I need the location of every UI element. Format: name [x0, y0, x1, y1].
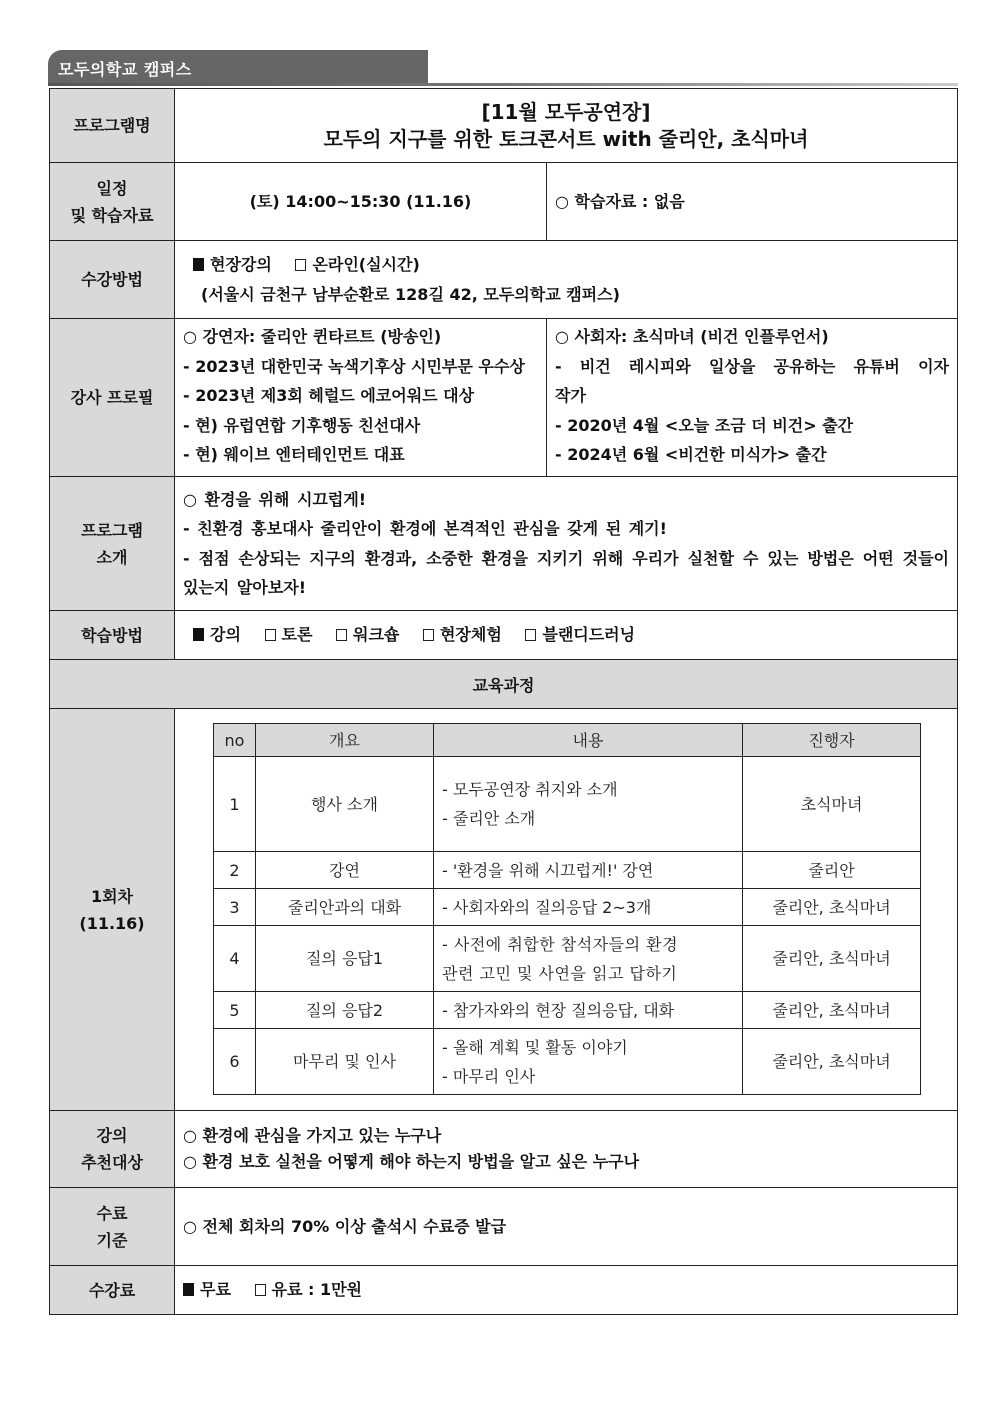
unchecked-square-icon: [295, 259, 306, 271]
checkbox-online[interactable]: [295, 255, 419, 274]
speaker-item: - 2023년 제3회 헤럴드 에코어워드 대상: [183, 386, 475, 405]
program-title: [175, 89, 958, 163]
option-label: 현장체험: [439, 625, 502, 645]
table-row: [214, 757, 921, 852]
checked-square-icon: [183, 1283, 194, 1296]
cell-content: [434, 926, 743, 992]
option-label: 토론: [281, 625, 313, 645]
row-program-name: [50, 89, 958, 163]
intro-line: - 점점 손상되는 지구의 환경과, 소중한 환경을 지키기 위해 우리가 실천할 수 있는 방법은 어떤 것들이 있는지 알아보자!: [183, 548, 949, 597]
label-session: [50, 709, 175, 1111]
content-line: - 마무리 인사: [442, 1066, 536, 1086]
unchecked-square-icon: [265, 629, 276, 641]
col-header-presenter: 진행자: [743, 724, 921, 757]
row-completion: [50, 1188, 958, 1266]
intro-line: ○ 환경을 위해 시끄럽게!: [183, 489, 367, 509]
cell-content: [434, 992, 743, 1029]
row-curriculum-header: [50, 660, 958, 709]
row-session: [50, 709, 958, 1111]
fee-options: [175, 1266, 958, 1315]
label-intro-line2: 소개: [96, 547, 128, 567]
content-line: - 모두공연장 취지와 소개: [442, 780, 618, 799]
curriculum-table-header: [214, 724, 921, 757]
option-label: 현장강의: [210, 255, 272, 274]
checkbox-blended[interactable]: [525, 625, 635, 644]
cell-presenter: 줄리안, 초식마녀: [743, 889, 921, 926]
cell-presenter: 초식마녀: [743, 757, 921, 852]
host-heading: ○ 사회자: 초식마녀 (비건 인플루언서): [555, 327, 829, 346]
option-label: 무료: [200, 1280, 231, 1300]
cell-no: 6: [214, 1029, 256, 1095]
label-target-line2: 추천대상: [81, 1153, 143, 1172]
checkbox-onsite[interactable]: [193, 255, 272, 274]
label-method: 학습방법: [50, 611, 175, 660]
cell-no: 1: [214, 757, 256, 852]
checkbox-discussion[interactable]: [265, 625, 313, 644]
program-info-table: [49, 88, 958, 1315]
checkbox-field-trip[interactable]: [423, 625, 502, 644]
host-item: - 2024년 6월 <비건한 미식가> 출간: [555, 445, 827, 464]
checkbox-free[interactable]: [183, 1280, 231, 1299]
attendance-address: (서울시 금천구 남부순환로 128길 42, 모두의학교 캠퍼스): [201, 284, 620, 304]
label-completion: [50, 1188, 175, 1266]
row-intro: [50, 477, 958, 611]
content-line: - 사전에 취합한 참석자들의 환경: [442, 934, 679, 954]
program-title-line1: [11월 모두공연장]: [481, 99, 651, 124]
content-line: - 사회자와의 질의응답 2~3개: [442, 897, 652, 917]
cell-no: 5: [214, 992, 256, 1029]
table-row: [214, 852, 921, 889]
checkbox-lecture[interactable]: [193, 625, 241, 644]
content-line: - 올해 계획 및 활동 이야기: [442, 1037, 628, 1057]
curriculum-cell: [175, 709, 958, 1111]
cell-presenter: 줄리안, 초식마녀: [743, 1029, 921, 1095]
col-header-summary: 개요: [256, 724, 434, 757]
checked-square-icon: [193, 258, 204, 271]
label-program-name: 프로그램명: [50, 89, 175, 163]
speaker-item: - 2023년 대한민국 녹색기후상 시민부문 우수상: [183, 356, 525, 376]
session-label-line2: (11.16): [79, 913, 145, 933]
completion-text: ○ 전체 회차의 70% 이상 출석시 수료증 발급: [175, 1188, 958, 1266]
intro-line: - 친환경 홍보대사 줄리안이 환경에 본격적인 관심을 갖게 된 계기!: [183, 519, 667, 538]
cell-presenter: 줄리안, 초식마녀: [743, 926, 921, 992]
cell-no: 2: [214, 852, 256, 889]
unchecked-square-icon: [255, 1284, 266, 1296]
unchecked-square-icon: [525, 629, 536, 641]
row-schedule: [50, 163, 958, 241]
option-label: 워크숍: [353, 625, 400, 645]
target-line: ○ 환경에 관심을 가지고 있는 누구나: [183, 1126, 442, 1145]
method-options: [175, 611, 958, 660]
host-item: - 비건 레시피와 일상을 공유하는 유튜버 이자 작가: [555, 356, 949, 405]
content-line: 관련 고민 및 사연을 읽고 답하기: [442, 963, 678, 983]
host-item: - 2020년 4월 <오늘 조금 더 비건> 출간: [555, 415, 854, 435]
checkbox-workshop[interactable]: [336, 625, 399, 644]
session-label-line1: 1회차: [90, 886, 134, 906]
curriculum-table: [213, 723, 921, 1095]
cell-content: [434, 757, 743, 852]
target-text: [175, 1111, 958, 1188]
unchecked-square-icon: [423, 629, 434, 641]
host-profile: [547, 319, 958, 477]
label-completion-line1: 수료: [96, 1203, 128, 1223]
speaker-item: - 현) 웨이브 엔터테인먼트 대표: [183, 445, 405, 464]
unchecked-square-icon: [336, 629, 347, 641]
cell-summary: 질의 응답1: [256, 926, 434, 992]
col-header-no: no: [214, 724, 256, 757]
label-fee: 수강료: [50, 1266, 175, 1315]
cell-no: 3: [214, 889, 256, 926]
target-line: ○ 환경 보호 실천을 어떻게 해야 하는지 방법을 알고 싶은 누구나: [183, 1152, 640, 1171]
cell-presenter: 줄리안, 초식마녀: [743, 992, 921, 1029]
program-title-line2: 모두의 지구를 위한 토크콘서트 with 줄리안, 초식마녀: [323, 126, 809, 151]
option-label: 강의: [210, 625, 241, 645]
label-schedule: [50, 163, 175, 241]
table-row: [214, 992, 921, 1029]
label-intro: [50, 477, 175, 611]
attendance-cell: [175, 241, 958, 319]
checkbox-paid[interactable]: [255, 1280, 363, 1299]
cell-no: 4: [214, 926, 256, 992]
speaker-profile: [175, 319, 547, 477]
label-schedule-line1: 일정: [96, 178, 128, 198]
table-row: [214, 889, 921, 926]
label-completion-line2: 기준: [96, 1230, 128, 1250]
speaker-item: - 현) 유럽연합 기후행동 친선대사: [183, 415, 421, 435]
schedule-materials: ○ 학습자료 : 없음: [547, 163, 958, 241]
col-header-content: 내용: [434, 724, 743, 757]
row-target: [50, 1111, 958, 1188]
table-row: [214, 926, 921, 992]
content-line: - '환경을 위해 시끄럽게!' 강연: [442, 860, 654, 880]
row-method: [50, 611, 958, 660]
label-attendance: 수강방법: [50, 241, 175, 319]
checked-square-icon: [193, 628, 204, 641]
speaker-heading: ○ 강연자: 줄리안 퀸타르트 (방송인): [183, 327, 442, 346]
label-schedule-line2: 및 학습자료: [70, 205, 154, 225]
cell-summary: 강연: [256, 852, 434, 889]
cell-content: [434, 1029, 743, 1095]
cell-content: [434, 852, 743, 889]
cell-content: [434, 889, 743, 926]
banner-title: 모두의학교 캠퍼스: [58, 60, 192, 79]
cell-summary: 마무리 및 인사: [256, 1029, 434, 1095]
schedule-datetime: (토) 14:00~15:30 (11.16): [175, 163, 547, 241]
cell-summary: 질의 응답2: [256, 992, 434, 1029]
cell-summary: 행사 소개: [256, 757, 434, 852]
intro-text: [175, 477, 958, 611]
cell-presenter: 줄리안: [743, 852, 921, 889]
option-label: 블랜디드러닝: [542, 625, 636, 645]
label-target-line1: 강의: [96, 1126, 128, 1145]
table-row: [214, 1029, 921, 1095]
option-label: 온라인(실시간): [312, 255, 420, 274]
option-label: 유료 : 1만원: [271, 1280, 362, 1300]
banner-divider: [48, 83, 958, 86]
campus-banner: [48, 50, 958, 86]
row-fee: [50, 1266, 958, 1315]
curriculum-header: 교육과정: [50, 660, 958, 709]
content-line: - 줄리안 소개: [442, 809, 536, 828]
cell-summary: 줄리안과의 대화: [256, 889, 434, 926]
label-instructors: 강사 프로필: [50, 319, 175, 477]
row-instructors: [50, 319, 958, 477]
label-target: [50, 1111, 175, 1188]
label-intro-line1: 프로그램: [81, 520, 143, 540]
row-attendance: [50, 241, 958, 319]
content-line: - 참가자와의 현장 질의응답, 대화: [442, 1000, 675, 1020]
